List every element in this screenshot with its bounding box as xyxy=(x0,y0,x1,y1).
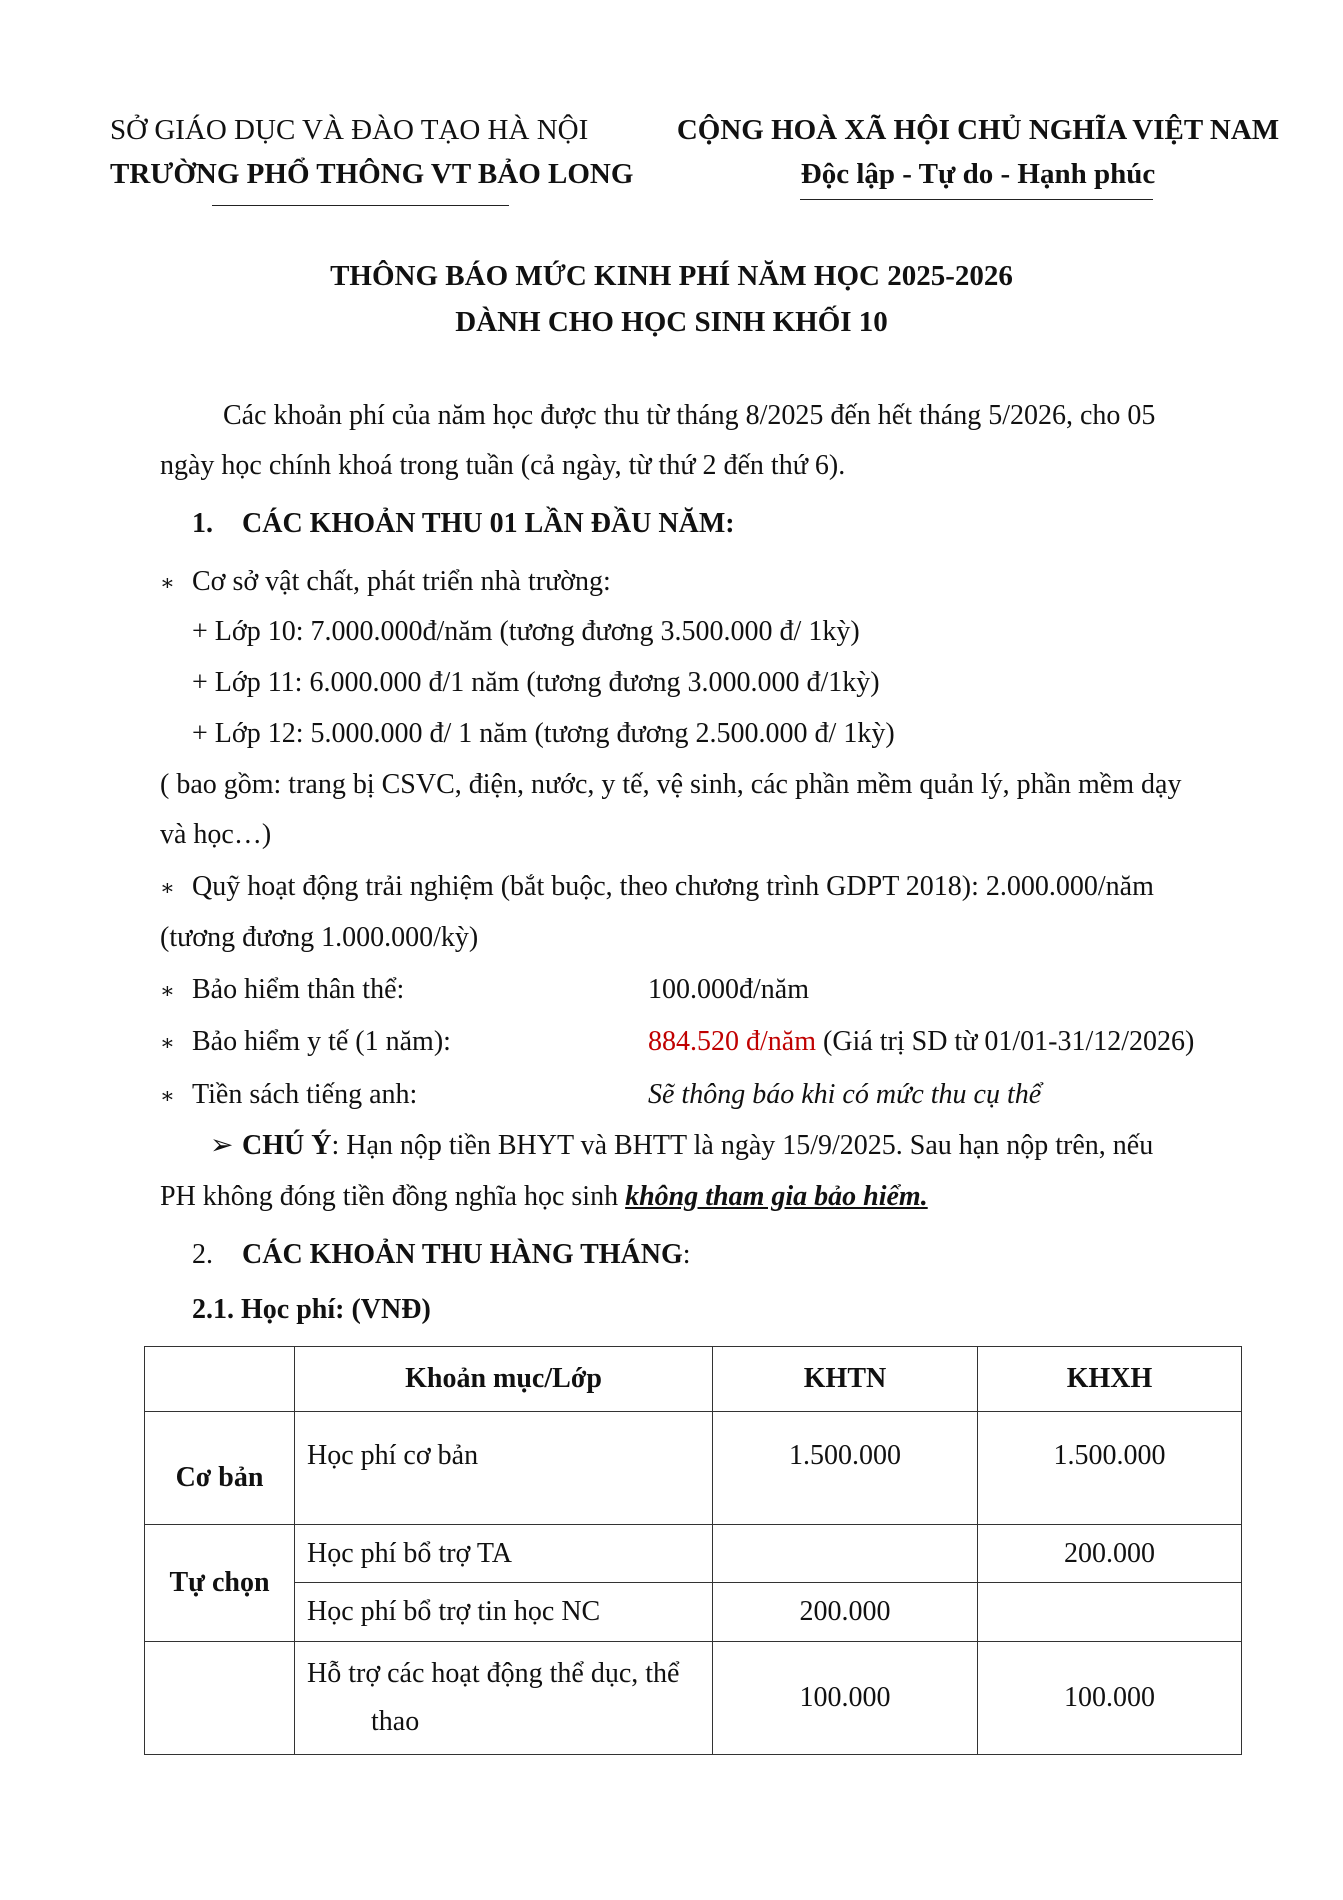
grade-11-fee: + Lớp 11: 6.000.000 đ/1 năm (tương đương 3.000.000 đ/1kỳ) xyxy=(192,667,880,698)
right-header-rule xyxy=(800,199,1153,200)
row-khtn: 200.000 xyxy=(713,1583,978,1642)
note-label: CHÚ Ý xyxy=(242,1130,332,1161)
tuition-table xyxy=(144,1346,1242,1755)
table-row xyxy=(145,1525,1242,1583)
row-item-line-2: thao xyxy=(371,1706,420,1737)
row-khxh: 200.000 xyxy=(978,1525,1242,1583)
row-khxh xyxy=(978,1583,1242,1642)
health-insurance-validity: (Giá trị SD từ 01/01-31/12/2026) xyxy=(816,1026,1195,1057)
insurance-deadline-note-line-2 xyxy=(160,1177,928,1217)
english-books-label: Tiền sách tiếng anh: xyxy=(192,1079,418,1110)
arrow-icon: ➢ xyxy=(210,1130,234,1161)
grade-10-fee: + Lớp 10: 7.000.000đ/năm (tương đương 3.500.000 đ/ 1kỳ) xyxy=(192,616,860,647)
table-header-cell: Khoản mục/Lớp xyxy=(295,1347,713,1412)
health-insurance-value xyxy=(648,1022,1194,1062)
left-header-rule xyxy=(212,205,509,206)
table-header-cell: KHXH xyxy=(978,1347,1242,1412)
table-header-row xyxy=(145,1347,1242,1412)
body-insurance-label: Bảo hiểm thân thể: xyxy=(192,974,405,1005)
table-row xyxy=(145,1583,1242,1642)
bullet-icon: ∗ xyxy=(160,1030,175,1055)
table-header-cell xyxy=(145,1347,295,1412)
document-title: THÔNG BÁO MỨC KINH PHÍ NĂM HỌC 2025-2026 xyxy=(330,260,1013,292)
table-row xyxy=(145,1642,1242,1755)
bullet-icon: ∗ xyxy=(160,875,175,900)
agency-name: SỞ GIÁO DỤC VÀ ĐÀO TẠO HÀ NỘI xyxy=(110,114,589,146)
health-insurance-item xyxy=(160,1022,451,1063)
empty-group-cell xyxy=(145,1642,295,1755)
section-2-heading xyxy=(192,1235,691,1275)
bullet-icon: ∗ xyxy=(160,1083,175,1108)
experience-fund-line-2: (tương đương 1.000.000/kỳ) xyxy=(160,922,479,953)
table-row xyxy=(145,1412,1242,1525)
group-basic: Cơ bản xyxy=(145,1412,295,1525)
body-insurance-item xyxy=(160,970,404,1011)
table-header-cell: KHTN xyxy=(713,1347,978,1412)
national-title: CỘNG HOÀ XÃ HỘI CHỦ NGHĨA VIỆT NAM xyxy=(676,114,1280,146)
section-2-number: 2. xyxy=(192,1239,213,1270)
insurance-deadline-note xyxy=(210,1126,1153,1166)
row-item: Học phí bổ trợ tin học NC xyxy=(295,1583,713,1642)
section-1-title: CÁC KHOẢN THU 01 LẦN ĐẦU NĂM: xyxy=(242,508,735,539)
intro-line-1: Các khoản phí của năm học được thu từ tháng 8/2025 đến hết tháng 5/2026, cho 05 xyxy=(223,400,1156,431)
note-text-line-2: PH không đóng tiền đồng nghĩa học sinh xyxy=(160,1181,626,1212)
facilities-item xyxy=(160,562,611,603)
section-2-colon: : xyxy=(682,1239,691,1270)
tuition-subheading: 2.1. Học phí: (VNĐ) xyxy=(192,1294,431,1325)
health-insurance-amount: 884.520 đ/năm xyxy=(648,1026,816,1057)
row-item: Học phí bổ trợ TA xyxy=(295,1525,713,1583)
facilities-note-line-2: và học…) xyxy=(160,819,272,850)
row-khtn: 1.500.000 xyxy=(713,1412,978,1525)
english-books-item xyxy=(160,1075,417,1116)
intro-line-2: ngày học chính khoá trong tuần (cả ngày, từ thứ 2 đến thứ 6). xyxy=(160,450,846,481)
grade-12-fee: + Lớp 12: 5.000.000 đ/ 1 năm (tương đương 2.500.000 đ/ 1kỳ) xyxy=(192,718,895,749)
row-item-line-1: Hỗ trợ các hoạt động thể dục, thể xyxy=(307,1658,680,1689)
row-khtn xyxy=(713,1525,978,1583)
experience-fund-line-1: Quỹ hoạt động trải nghiệm (bắt buộc, theo chương trình GDPT 2018): 2.000.000/năm xyxy=(192,871,1154,902)
experience-fund-item xyxy=(160,867,1154,908)
bullet-icon: ∗ xyxy=(160,978,175,1003)
facilities-label: Cơ sở vật chất, phát triển nhà trường: xyxy=(192,566,611,597)
group-optional: Tự chọn xyxy=(145,1525,295,1642)
note-text-line-1: : Hạn nộp tiền BHYT và BHTT là ngày 15/9/2025. Sau hạn nộp trên, nếu xyxy=(331,1130,1154,1161)
section-1-heading xyxy=(192,504,735,544)
bullet-icon: ∗ xyxy=(160,570,175,595)
section-2-title: CÁC KHOẢN THU HÀNG THÁNG xyxy=(242,1239,683,1270)
row-item: Học phí cơ bản xyxy=(295,1412,713,1525)
row-khtn: 100.000 xyxy=(713,1642,978,1755)
row-khxh: 1.500.000 xyxy=(978,1412,1242,1525)
section-1-number: 1. xyxy=(192,508,213,539)
health-insurance-label: Bảo hiểm y tế (1 năm): xyxy=(192,1026,451,1057)
document-subtitle: DÀNH CHO HỌC SINH KHỐI 10 xyxy=(455,306,888,338)
row-item xyxy=(295,1642,713,1755)
body-insurance-value: 100.000đ/năm xyxy=(648,974,809,1005)
school-name: TRƯỜNG PHỔ THÔNG VT BẢO LONG xyxy=(110,158,634,190)
english-books-value: Sẽ thông báo khi có mức thu cụ thể xyxy=(648,1079,1042,1110)
facilities-note-line-1: ( bao gồm: trang bị CSVC, điện, nước, y tế, vệ sinh, các phần mềm quản lý, phần mềm dạy xyxy=(160,769,1182,800)
note-emphasis: không tham gia bảo hiểm. xyxy=(625,1181,928,1212)
national-motto: Độc lập - Tự do - Hạnh phúc xyxy=(800,158,1156,190)
row-khxh: 100.000 xyxy=(978,1642,1242,1755)
